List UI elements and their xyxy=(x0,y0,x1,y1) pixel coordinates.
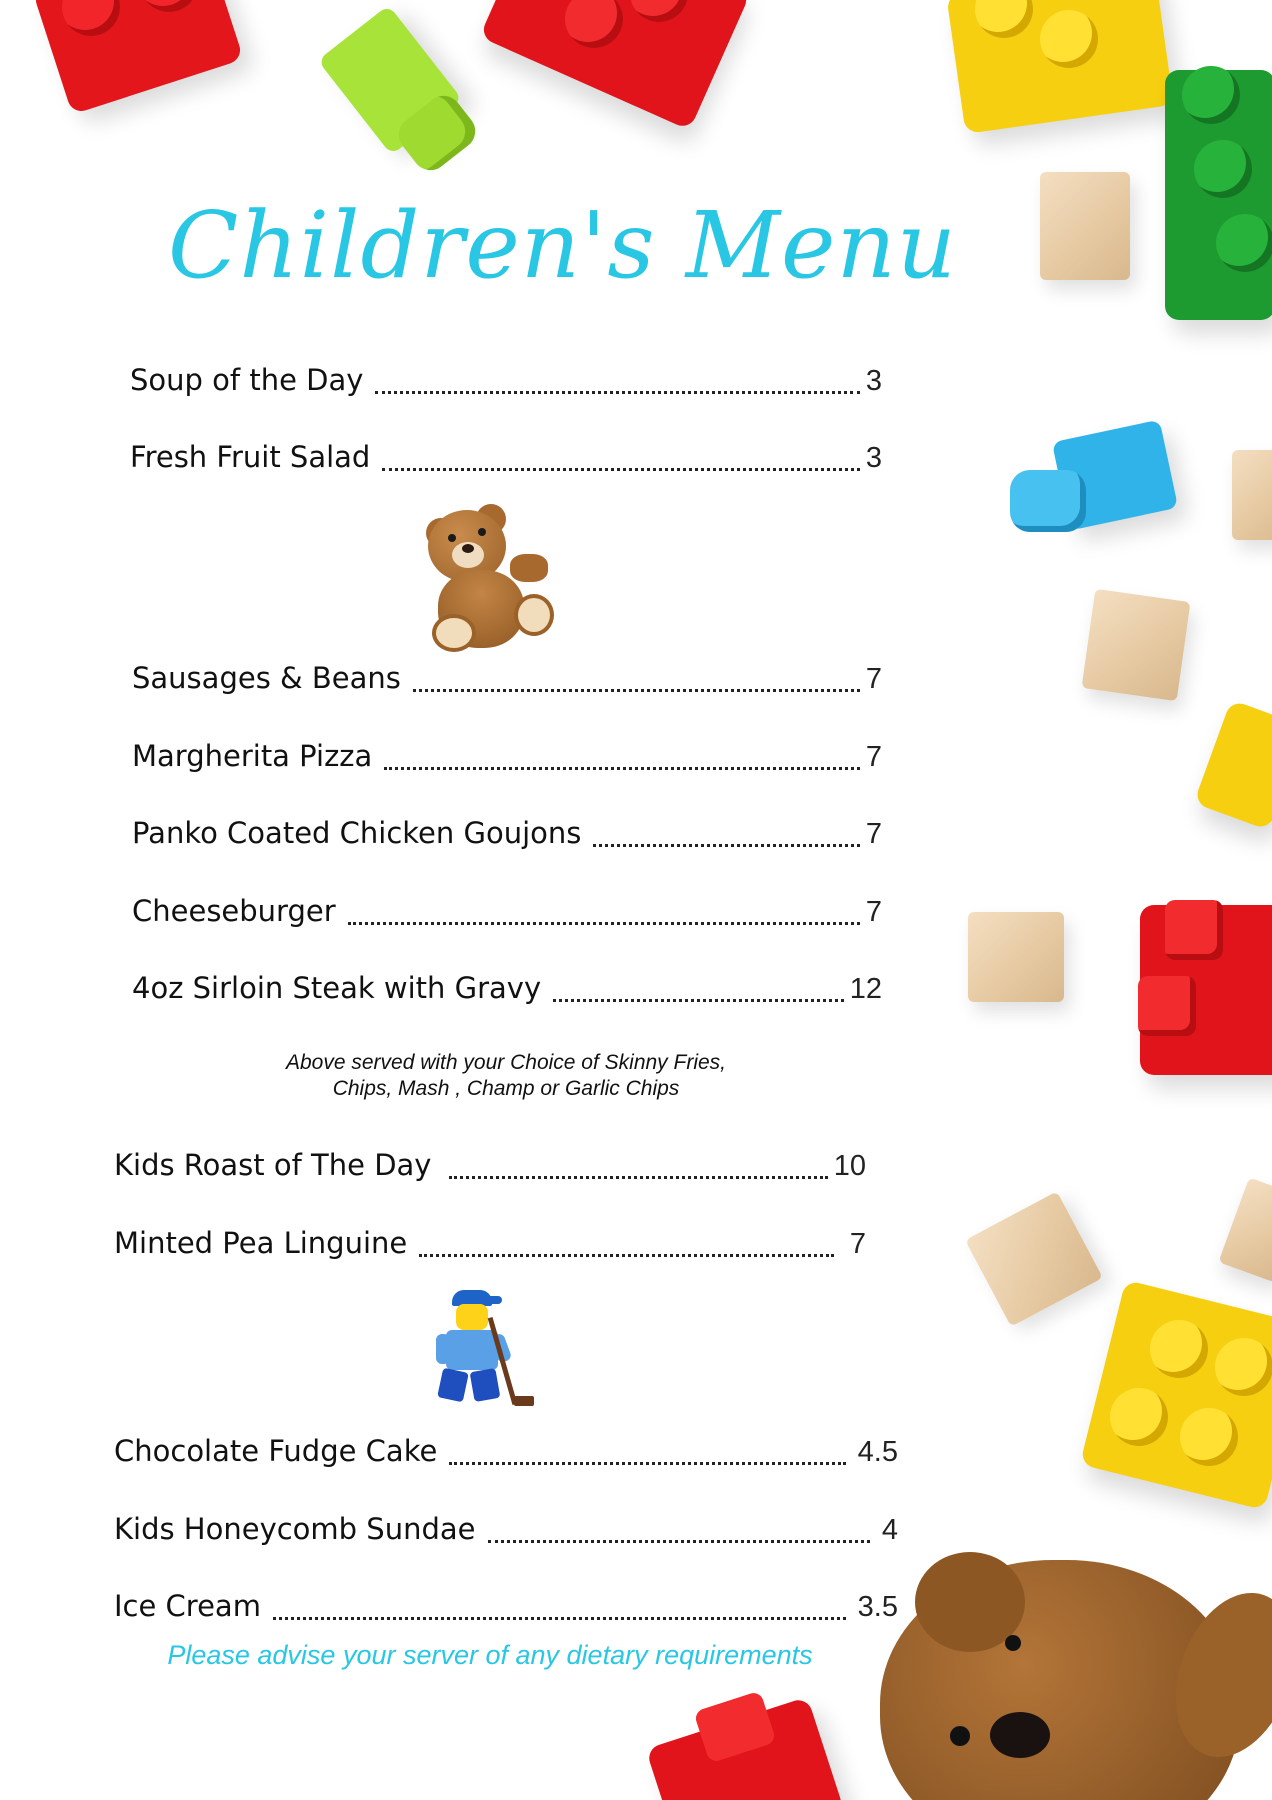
dot-leader xyxy=(382,468,860,471)
dot-leader xyxy=(419,1254,834,1257)
dot-leader xyxy=(384,767,860,770)
served-with-note xyxy=(200,1050,812,1102)
menu-item xyxy=(114,1431,898,1472)
item-name: Chocolate Fudge Cake xyxy=(114,1434,438,1468)
item-name: Ice Cream xyxy=(114,1589,261,1623)
item-name: Minted Pea Linguine xyxy=(114,1226,408,1260)
menu-item xyxy=(114,1586,898,1627)
menu-item xyxy=(114,1145,866,1186)
item-name: Cheeseburger xyxy=(132,894,336,928)
item-price: 3 xyxy=(865,442,882,474)
item-price: 7 xyxy=(865,663,882,695)
dot-leader xyxy=(488,1540,870,1543)
dot-leader xyxy=(348,922,860,925)
dot-leader xyxy=(553,999,844,1002)
menu-item xyxy=(130,360,882,401)
dot-leader xyxy=(413,689,860,692)
dietary-notice: Please advise your server of any dietary requirements xyxy=(167,1640,813,1670)
item-name: Sausages & Beans xyxy=(132,661,401,695)
dot-leader xyxy=(273,1617,846,1620)
dot-leader xyxy=(593,844,859,847)
item-name: 4oz Sirloin Steak with Gravy xyxy=(132,971,542,1005)
menu-item xyxy=(130,437,882,478)
item-price: 4.5 xyxy=(857,1436,898,1468)
item-price: 10 xyxy=(833,1150,866,1182)
item-price: 4 xyxy=(881,1514,898,1546)
lego-figure-icon xyxy=(428,1288,578,1418)
item-price: 12 xyxy=(849,973,882,1005)
menu-item xyxy=(114,1223,866,1264)
item-price: 7 xyxy=(865,741,882,773)
item-price: 3 xyxy=(865,365,882,397)
dot-leader xyxy=(449,1462,845,1465)
note-line-1: Above served with your Choice of Skinny Fries, xyxy=(285,1051,727,1074)
item-price: 7 xyxy=(865,896,882,928)
item-name: Kids Honeycomb Sundae xyxy=(114,1512,476,1546)
menu-item xyxy=(132,658,882,699)
teddy-bear-icon xyxy=(418,502,558,654)
item-name: Panko Coated Chicken Goujons xyxy=(132,816,582,850)
menu-item xyxy=(132,891,882,932)
item-name: Kids Roast of The Day xyxy=(114,1148,432,1182)
menu-item xyxy=(132,736,882,777)
item-name: Margherita Pizza xyxy=(132,739,373,773)
dot-leader xyxy=(449,1176,827,1179)
menu-item xyxy=(132,968,882,1009)
menu-title: Children's Menu xyxy=(168,192,957,299)
item-price: 7 xyxy=(849,1228,866,1260)
item-name: Soup of the Day xyxy=(130,363,364,397)
item-price: 3.5 xyxy=(857,1591,898,1623)
dot-leader xyxy=(375,391,859,394)
menu-item xyxy=(114,1509,898,1550)
item-name: Fresh Fruit Salad xyxy=(130,440,371,474)
item-price: 7 xyxy=(865,818,882,850)
note-line-2: Chips, Mash , Champ or Garlic Chips xyxy=(332,1077,680,1100)
menu-item xyxy=(132,813,882,854)
